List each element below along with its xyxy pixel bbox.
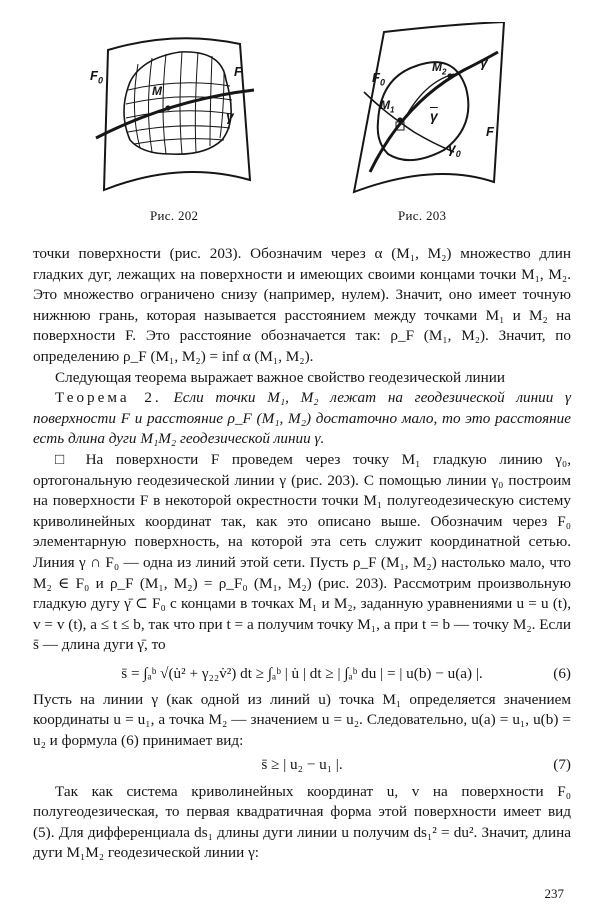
fig203-label-gamma0: $\gamma_0$ (448, 140, 461, 159)
caption-fig-202: Рис. 202 (150, 208, 199, 223)
fig202-label-gamma: γ (226, 108, 234, 124)
fig203-label-M1: $M_1$ (380, 98, 395, 115)
fig203-label-gamma: γ (480, 54, 488, 70)
point-M (165, 105, 170, 110)
fig203-label-M2: $M_2$ (432, 60, 447, 77)
formula-6-number: (6) (553, 664, 571, 682)
formula-7-expression: s̄ ≥ | u₂ − u₁ |. (261, 755, 343, 773)
page-number: 237 (544, 886, 564, 901)
paragraph-coordinates: Пусть на линии γ (как одной из линий u) точка M₁ определяется значением координаты u = u₁, а точка M₂ — значением u = u₂. Следовательно, u(a) = u₁, u(b) = u₂ и формула (6) принимает вид: (33, 690, 571, 750)
fig202-label-F0: $F_0$ (90, 68, 103, 86)
body-text (33, 244, 571, 864)
fig203-label-F0: $F_0$ (372, 70, 385, 88)
fig202-label-M: M (152, 84, 162, 98)
fig203-label-gamma-bar: $\overline{\gamma}$ (430, 108, 438, 124)
formula-7-number: (7) (553, 755, 571, 773)
theorem-2 (33, 388, 571, 450)
formula-6-expression: s̄ = ∫ₐᵇ √(u̇² + γ₂₂v̇²) dt ≥ ∫ₐᵇ | u̇ | dt ≥ | ∫ₐᵇ du | = | u(b) − u(a) |. (121, 664, 483, 682)
formula-7 (33, 752, 571, 782)
surface-F-outline (354, 22, 504, 192)
figures-area (0, 0, 600, 240)
paragraph-theorem-intro: Следующая теорема выражает важное свойство геодезической линии (55, 368, 506, 386)
fig203-label-F: F (486, 124, 494, 139)
formula-6 (33, 656, 571, 690)
fig202-label-F: F (234, 64, 242, 79)
point-M2 (447, 73, 452, 78)
figure-202-drawing (90, 30, 260, 210)
paragraph-proof-setup: □ На поверхности F проведем через точку M₁ гладкую линию γ₀, ортогональную геодезической линии γ (рис. 203). С помощью линии γ₀ построим на поверхности F в некоторой окрестности точки M₁ полугеодезическую систему криволинейных координат так, как это описано выше. Обозначим через F₀ элементарную поверхность, на которой эта сеть служит координатной сетью. Линия γ ∩ F₀ — одна из линий этой сети. Пусть ρ_F (M₁, M₂) настолько мало, что M₂ ∈ F₀ и ρ_F (M₁, M₂) = ρ_F₀ (M₁, M₂) (рис. 203). Рассмотрим произвольную гладкую дугу γ̄ ⊂ F₀ с концами в точках M₁ и M₂, заданную уравнениями u = u (t), v = v (t), a ≤ t ≤ b, так что при t = a получим точку M₁, а при t = b — точку M₂. Если s̄ — длина дуги γ̄, то (33, 450, 571, 654)
theorem-statement: Если точки M₁, M₂ лежат на геодезической линии γ поверхности F и расстояние ρ_F (M₁, M₂) достаточно мало, то это расстояние есть длина дуги M₁M₂ геодезической линии γ. (33, 389, 572, 448)
paragraph-quadratic-form: Так как система криволинейных координат u, v на поверхности F₀ полугеодезическая, то первая квадратичная форма этой поверхности имеет вид (5). Для дифференциала ds₁ длины дуги линии u получим ds₁² = du². Значит, длина дуги M₁M₂ геодезической линии γ: (33, 782, 571, 862)
caption-fig-203: Рис. 203 (398, 208, 447, 223)
point-M1 (397, 117, 402, 122)
theorem-label: Теорема 2. (55, 389, 162, 407)
paragraph-distance-definition: точки поверхности (рис. 203). Обозначим через α (M₁, M₂) множество длин гладких дуг, лежащих на поверхности и имеющих своими концами точки M₁, M₂. Это множество ограничено снизу (например, нулем). Значит, оно имеет точную нижнюю грань, которая называется расстоянием между точками M₁ и M₂ на поверхности F. Это расстояние обозначается так: ρ_F (M₁, M₂). Значит, по определению ρ_F (M₁, M₂) = inf α (M₁, M₂). (33, 245, 571, 365)
